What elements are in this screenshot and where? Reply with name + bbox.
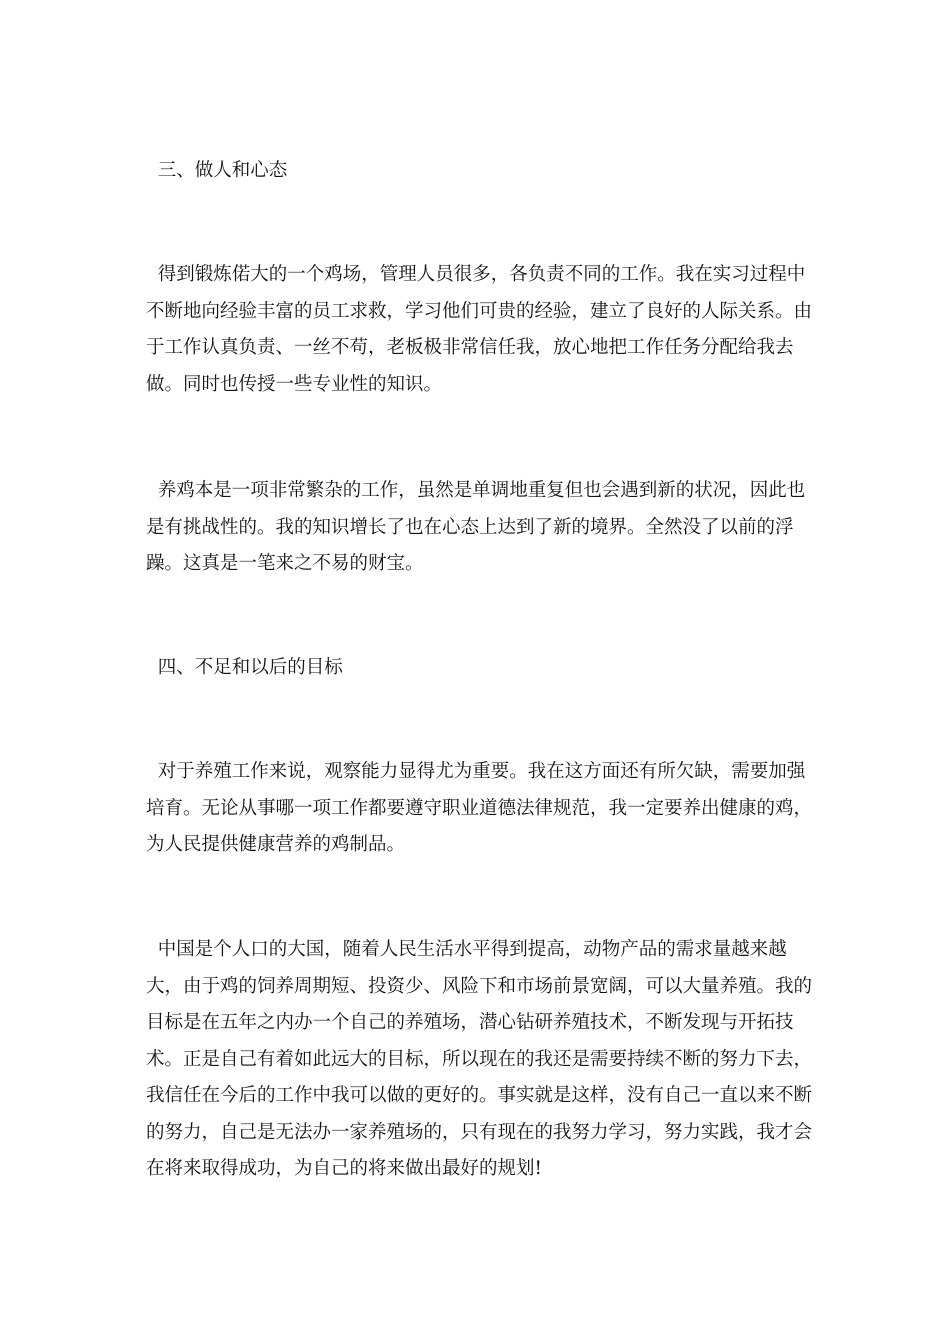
paragraph-exercise: 得到锻炼偌大的一个鸡场，管理人员很多，各负责不同的工作。我在实习过程中不断地向经验丰富的员工求救，学习他们可贵的经验，建立了良好的人际关系。由于工作认真负责、一丝不苟，老板极非常信任我，放心地把工作任务分配给我去做。同时也传授一些专业性的知识。 <box>146 264 813 395</box>
section-heading-4: 四、不足和以后的目标 <box>146 657 343 678</box>
paragraph-observation: 对于养殖工作来说，观察能力显得尤为重要。我在这方面还有所欠缺，需要加强培育。无论从事哪一项工作都要遵守职业道德法律规范，我一定要养出健康的鸡，为人民提供健康营养的鸡制品。 <box>146 761 813 855</box>
paragraph-mindset: 养鸡本是一项非常繁杂的工作，虽然是单调地重复但也会遇到新的状况，因此也是有挑战性的。我的知识增长了也在心态上达到了新的境界。全然没了以前的浮躁。这真是一笔来之不易的财宝。 <box>146 480 806 574</box>
section-heading-3: 三、做人和心态 <box>146 160 288 181</box>
paragraph-goals: 中国是个人口的大国，随着人民生活水平得到提高，动物产品的需求量越来越大，由于鸡的饲养周期短、投资少、风险下和市场前景宽阔，可以大量养殖。我的目标是在五年之内办一个自己的养殖场，潜心钻研养殖技术，不断发现与开拓技术。正是自己有着如此远大的目标，所以现在的我还是需要持续不断的努力下去，我信任在今后的工作中我可以做的更好的。事实就是这样，没有自己一直以来不断的努力，自己是无法办一家养殖场的，只有现在的我努力学习，努力实践，我才会在将来取得成功，为自己的将来做出最好的规划! <box>146 939 813 1179</box>
